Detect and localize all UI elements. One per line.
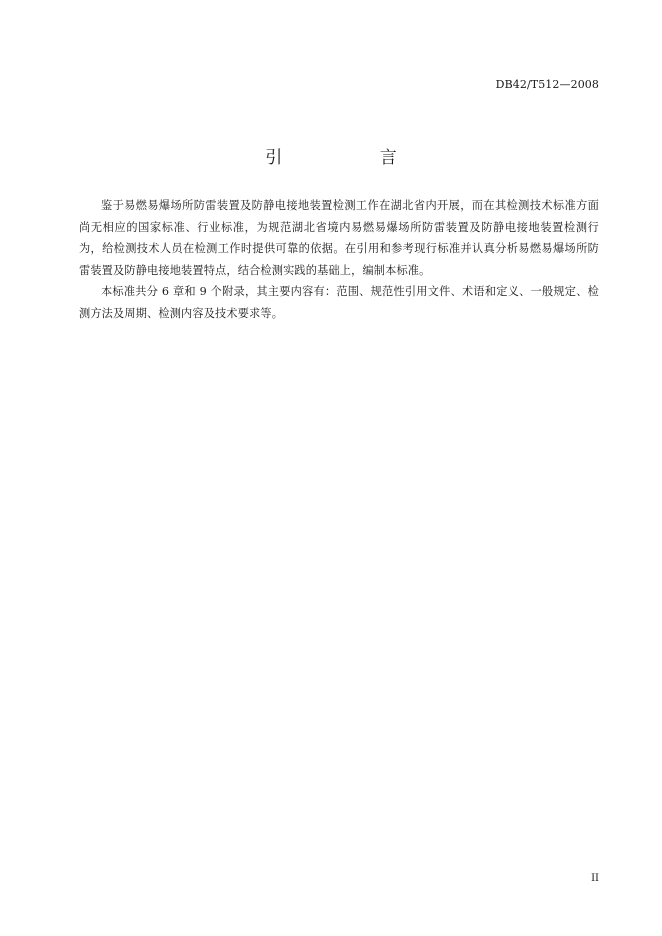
page-number: II [591, 873, 599, 884]
document-code: DB42/T512—2008 [495, 78, 599, 91]
paragraph-2: 本标准共分 6 章和 9 个附录，其主要内容有：范围、规范性引用文件、术语和定义、一般规定、检测方法及周期、检测内容及技术要求等。 [79, 285, 599, 320]
page-title: 引 言 [265, 148, 443, 168]
body-text [79, 195, 599, 324]
paragraph-1: 鉴于易燃易爆场所防雷装置及防静电接地装置检测工作在湖北省内开展，而在其检测技术标准方面尚无相应的国家标准、行业标准，为规范湖北省境内易燃易爆场所防雷装置及防静电接地装置检测行为，给检测技术人员在检测工作时提供可靠的依据。在引用和参考现行标准并认真分析易燃易爆场所防雷装置及防静电接地装置特点，结合检测实践的基础上，编制本标准。 [79, 199, 599, 277]
